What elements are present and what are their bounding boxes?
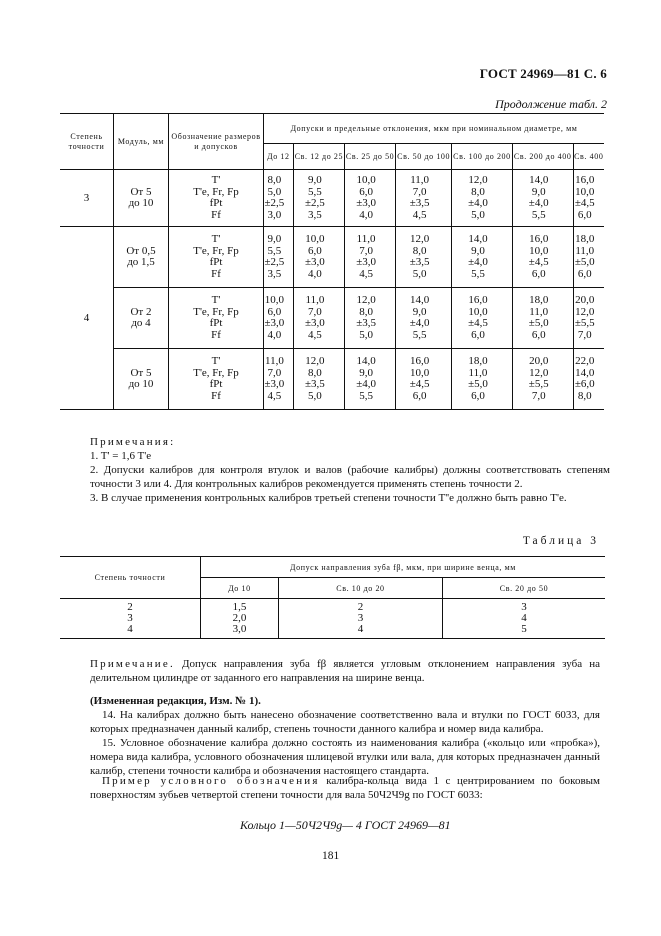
value: ±4,5 [574,197,595,209]
value: ±5,5 [574,317,595,329]
value: 5,5 [531,208,546,221]
value-cell [264,170,294,227]
value: ±5,5 [528,378,549,390]
value-cell [452,349,513,410]
table-row [60,288,604,349]
value: 10,0 [410,366,430,379]
table3-cell: 3 [60,613,201,624]
value: ±4,5 [468,317,488,329]
value: 11,0 [264,355,284,367]
t3-col-header: Св. 20 до 50 [443,578,606,599]
value: 4,5 [412,208,427,221]
designation-label: Ff [211,208,221,221]
value: 4,0 [359,208,373,221]
value: ±3,0 [305,317,325,329]
designation-cell [169,288,264,349]
value: 20,0 [575,294,595,306]
designation-formula: Кольцо 1—50Ч2Ч9g— 4 ГОСТ 24969—81 [240,818,451,832]
value: 6,0 [531,267,546,280]
revision-note: (Измененная редакция, Изм. № 1). [90,695,261,707]
tolerance-table [60,113,604,410]
value: 5,0 [267,185,282,198]
t3-grade-header: Степень точности [60,557,201,599]
designation-label: fPt [209,317,223,329]
value-cell [264,227,294,288]
designation-label: T' [211,233,221,245]
value: ±2,5 [305,197,325,209]
col-designation-header: Обозначение размеров и допусков [169,114,264,170]
value: 9,0 [308,174,322,186]
value: 6,0 [267,305,282,318]
value: 9,0 [412,305,427,318]
designation-label: fPt [209,197,223,209]
note-table3 [90,657,600,685]
value: 12,0 [529,366,549,379]
value: 8,0 [267,174,282,186]
value: 12,0 [575,305,595,318]
table3-cell: 3 [278,613,442,624]
value: ±4,0 [409,317,430,329]
table-row [60,227,604,288]
table3-cell: 3,0 [201,624,279,639]
page-header: ГОСТ 24969—81 С. 6 [479,66,607,81]
value: ±6,0 [574,378,595,390]
value: 18,0 [468,355,488,367]
designation-label: T'e, Fr, Fp [193,244,239,257]
grade-cell: 4 [60,227,114,410]
range-header: Св. 200 до 400 [512,144,573,170]
value: 5,0 [308,389,322,402]
table3-cell: 3 [521,601,527,613]
module-cell: От 0,5 до 1,5 [114,227,169,288]
designation-cell [169,227,264,288]
value: 12,0 [468,174,488,186]
table-continuation-label: Продолжение табл. 2 [495,97,607,111]
value: 5,5 [471,267,485,280]
value-cell [293,170,344,227]
value: 5,0 [471,208,485,221]
module-cell: От 5 до 10 [114,349,169,410]
value: 8,0 [359,305,373,318]
module-cell: От 2 до 4 [114,288,169,349]
value: ±4,5 [528,256,549,268]
value-cell [573,227,604,288]
value: 6,0 [577,267,592,280]
range-header: Св. 100 до 200 [452,144,513,170]
value-cell [345,288,396,349]
value-cell [452,170,513,227]
table-row [60,624,605,639]
value: 4,5 [267,389,282,402]
value: ±2,5 [264,197,285,209]
note-table3-lead: Примечание. [90,658,175,670]
value: 8,0 [412,244,427,257]
value: 20,0 [529,355,549,367]
value: ±5,0 [528,317,549,329]
table3-cell: 4 [521,612,527,624]
value: 4,0 [308,267,322,280]
value: ±4,0 [528,197,549,209]
designation-label: T'e, Fr, Fp [193,305,239,318]
designation-label: T' [211,355,221,367]
value: 6,0 [412,389,427,402]
value: 14,0 [468,233,488,245]
table3-cell: 4 [278,624,442,639]
note-3: 3. В случае применения контрольных калибров третьей степени точности T''e должно быть равно T'e. [90,492,567,504]
value: 5,0 [412,267,427,280]
value: ±4,5 [409,378,430,390]
value: 18,0 [529,294,549,306]
range-header: Св. 400 [573,144,604,170]
designation-label: Ff [211,267,221,280]
value: 6,0 [471,328,485,341]
value: ±3,0 [264,378,285,390]
value: 7,0 [308,305,322,318]
tolerances-group-header: Допуски и предельные отклонения, мкм при номинальном диаметре, мм [264,114,605,144]
t3-col-header: Св. 10 до 20 [278,578,442,599]
value: 22,0 [575,355,595,367]
value: 6,0 [359,185,373,198]
table-row [60,170,604,227]
designation-label: fPt [209,256,223,268]
value: ±5,0 [574,256,595,268]
page-number: 181 [322,850,340,862]
value-cell [293,227,344,288]
value-cell [345,170,396,227]
value: 5,5 [267,244,282,257]
table-row [60,599,605,614]
col-module-header: Модуль, мм [114,114,169,170]
range-header: До 12 [264,144,294,170]
col-grade-header: Степень точности [60,114,114,170]
value: 9,0 [471,244,485,257]
value: 8,0 [577,389,592,402]
paragraph-14: 14. На калибрах должно быть нанесено обозначение соответственно вала и втулки по ГОСТ 6033, для которых предназначен данный калибр, степень точности данного калибра и номер вида калибра. [90,709,600,735]
value-cell [396,227,452,288]
value: ±3,0 [305,256,325,268]
value: 9,0 [359,366,373,379]
value: 10,0 [468,305,488,318]
value: 7,0 [267,366,282,379]
value: 3,5 [308,208,322,221]
value: ±3,5 [305,378,325,390]
value: 10,0 [264,294,285,306]
value: 12,0 [410,233,430,245]
value: 8,0 [308,366,322,379]
grade-cell: 3 [60,170,114,227]
example-text: калибра-кольца вида 1 с центрированием по боковым поверхностям зубьев четвертой степени точности для вала 50Ч2Ч9g по ГОСТ 6033: [90,775,600,801]
designation-cell [169,349,264,410]
value-cell [573,288,604,349]
value-cell [573,170,604,227]
value: 16,0 [410,355,430,367]
value: ±4,0 [468,197,488,209]
value-cell [293,288,344,349]
value: 10,0 [305,233,325,245]
range-header: Св. 50 до 100 [396,144,452,170]
value-cell [345,227,396,288]
value-cell [396,349,452,410]
value: ±5,0 [468,378,488,390]
example-block [90,774,600,802]
value-cell [264,288,294,349]
value: 12,0 [356,294,376,306]
value: 10,0 [529,244,549,257]
value: 5,5 [359,389,373,402]
table-row [60,349,604,410]
designation-label: T' [211,174,221,186]
value: ±3,0 [356,256,376,268]
value-cell [512,170,573,227]
value: 9,0 [267,233,282,245]
value: 11,0 [410,174,430,186]
value-cell [396,288,452,349]
range-header: Св. 25 до 50 [345,144,396,170]
value: 14,0 [356,355,376,367]
designation-label: T'e, Fr, Fp [193,366,239,379]
notes-block [90,435,610,505]
t3-col-header: До 10 [201,578,279,599]
value-cell [512,288,573,349]
value: 7,0 [531,389,546,402]
value: 6,0 [577,208,592,221]
value-cell [512,227,573,288]
table3-cell: 2 [278,599,442,614]
note-table3-text: Допуск направления зуба fβ является угловым отклонением направления зуба на делительном цилиндре от заданного его направления на ширине венца. [90,658,600,684]
table3-label: Таблица 3 [522,535,599,547]
table3-cell: 2,0 [201,613,279,624]
value: ±3,5 [409,256,430,268]
table3-cell: 1,5 [201,599,279,614]
designation-label: T' [211,294,221,306]
note-1: 1. T' = 1,6 T'e [90,450,152,462]
value: 6,0 [471,389,485,402]
paragraph-15: 15. Условное обозначение калибра должно состоять из наименования калибра («кольцо или «пробка»), номера вида калибра, условного обозначения шлицевой втулки или вала, для которых предназначен данный калибр, степени точности калибра и обозначения настоящего стандарта. [90,737,600,777]
range-header: Св. 12 до 25 [293,144,344,170]
designation-label: Ff [211,389,221,402]
value: 16,0 [575,174,595,186]
value: 16,0 [529,233,549,245]
value: 14,0 [575,366,595,379]
value: 4,5 [359,267,373,280]
value: ±3,5 [409,197,430,209]
value: 5,5 [412,328,427,341]
value: 8,0 [471,185,485,198]
value-cell [293,349,344,410]
value: 11,0 [356,233,376,245]
value-cell [452,288,513,349]
value: 7,0 [577,328,592,341]
table3-cell: 4 [60,624,201,639]
value: 6,0 [308,244,322,257]
value: 14,0 [410,294,430,306]
value: 3,0 [267,208,282,221]
value: 7,0 [359,244,373,257]
designation-label: T'e, Fr, Fp [193,185,239,198]
value: 18,0 [575,233,595,245]
value-cell [396,170,452,227]
value: ±4,0 [468,256,488,268]
table3-cell: 2 [60,599,201,614]
value-cell [264,349,294,410]
value: ±3,5 [356,317,376,329]
value: ±2,5 [264,256,285,268]
value: 11,0 [468,366,488,379]
value: 5,0 [359,328,373,341]
value: 10,0 [575,185,595,198]
designation-label: fPt [209,378,223,390]
designation-cell [169,170,264,227]
designation-label: Ff [211,328,221,341]
value-cell [573,349,604,410]
value: 11,0 [529,305,549,318]
value: 4,0 [267,328,282,341]
value-cell [512,349,573,410]
direction-tolerance-table [60,556,605,639]
value: 12,0 [305,355,325,367]
module-cell: От 5 до 10 [114,170,169,227]
value: 5,5 [308,185,322,198]
value: ±3,0 [264,317,285,329]
value: 11,0 [305,294,325,306]
value: ±3,0 [356,197,376,209]
value: 9,0 [531,185,546,198]
notes-title: Примечания: [90,436,176,448]
value: 3,5 [267,267,282,280]
value: ±4,0 [356,378,376,390]
value: 4,5 [308,328,322,341]
value: 16,0 [468,294,488,306]
value: 10,0 [356,174,376,186]
value-cell [345,349,396,410]
value: 14,0 [529,174,549,186]
value: 11,0 [575,244,595,257]
table3-cell: 5 [521,623,527,635]
value-cell [452,227,513,288]
value: 6,0 [531,328,546,341]
example-lead: Пример условного обозначения [102,775,320,787]
t3-group-header: Допуск направления зуба fβ, мкм, при ширине венца, мм [201,557,606,578]
note-2: 2. Допуски калибров для контроля втулок и валов (рабочие калибры) должны соответствовать степеням точности 3 или 4. Для контрольных калибров рекомендуется применять степень точности 2. [90,464,610,490]
value: 7,0 [412,185,427,198]
